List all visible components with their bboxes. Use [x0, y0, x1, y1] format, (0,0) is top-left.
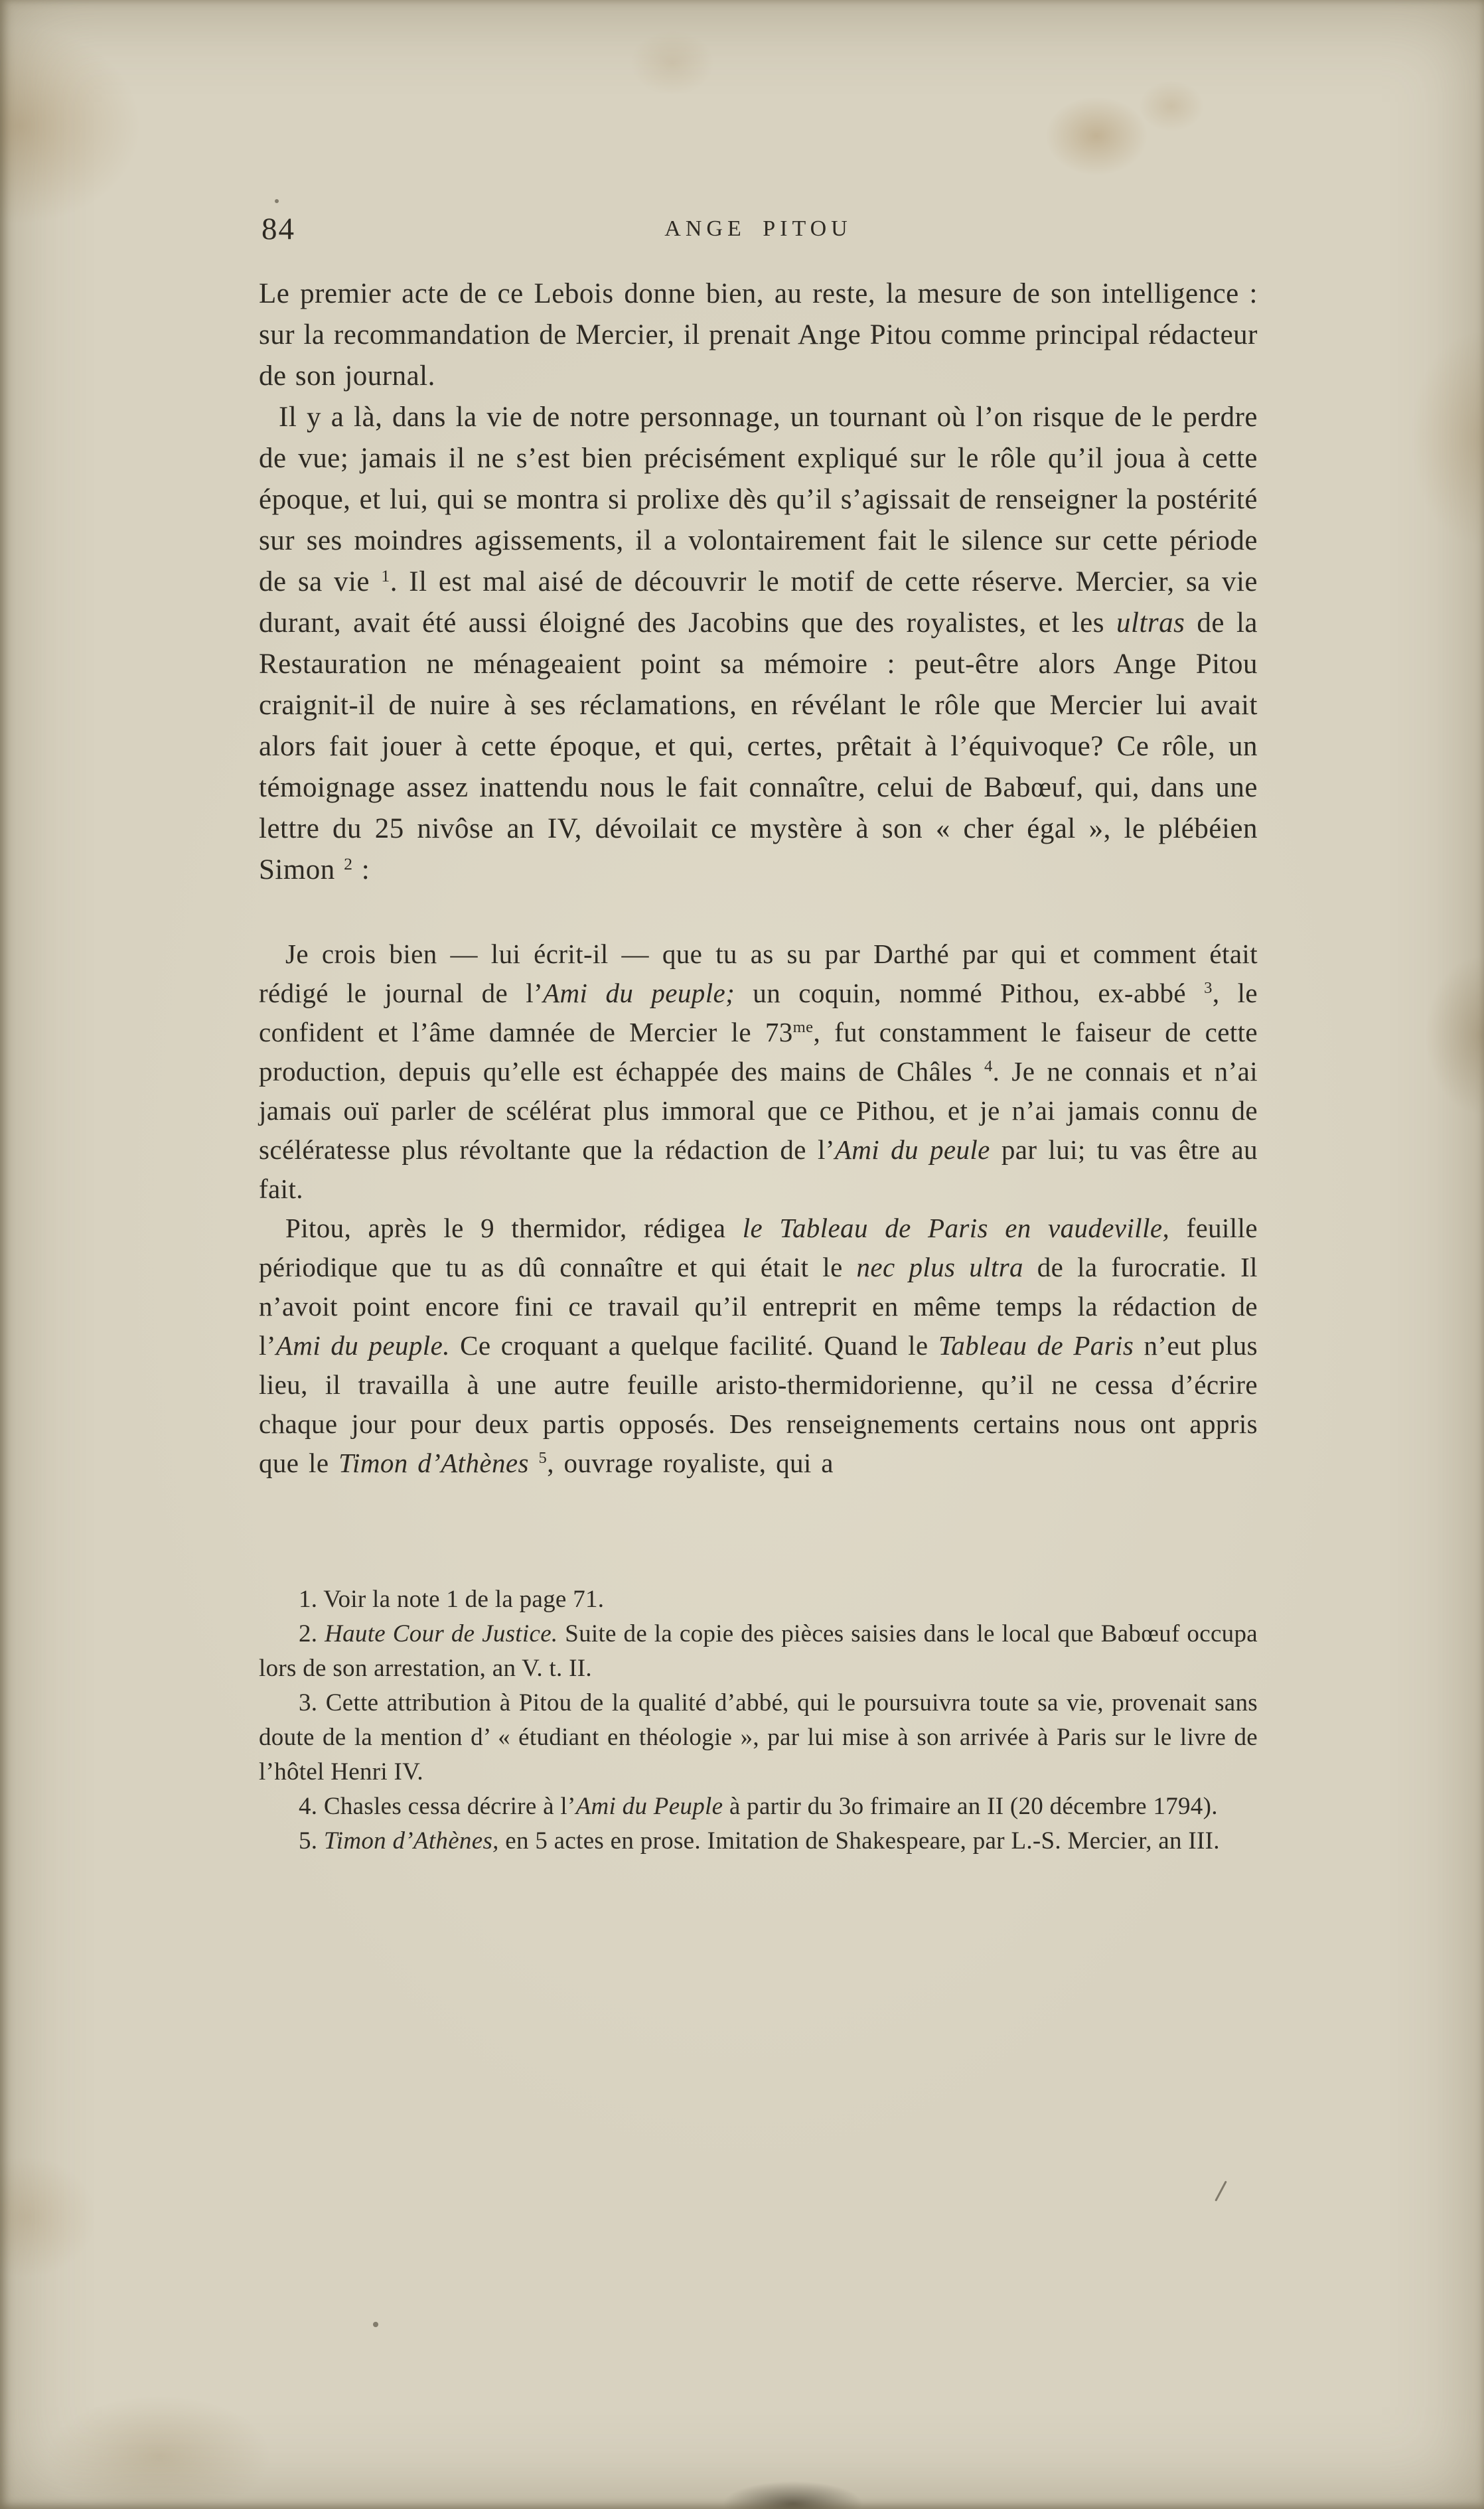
text-segment: Je crois bien — lui écrit-il — que tu as su par Darthé par qui et comment était rédigé le journal de l’ — [259, 939, 1258, 1008]
text-segment: , fut constamment le faiseur de cette production, depuis qu’elle est échappée des mains de Châles — [259, 1017, 1258, 1087]
footnote — [259, 1686, 1258, 1789]
page-header — [259, 211, 1258, 258]
quote-paragraphs — [259, 935, 1258, 1483]
quote-paragraph — [259, 1209, 1258, 1483]
text-segment: Le premier acte de ce Lebois donne bien, au reste, la mesure de son intelligence : sur la recommandation de Mercier, il prenait Ange Pitou comme principal rédacteur de son journal. — [259, 278, 1258, 392]
footnote — [259, 1617, 1258, 1686]
footnote-ref: 2 — [344, 854, 353, 874]
footnote — [259, 1824, 1258, 1859]
paper-speck — [373, 2322, 378, 2327]
paper-speck — [275, 199, 279, 203]
text-segment: . Je ne connais et n’ai jamais ouï parler de scélérat plus immoral que ce Pithou, et je n’ai jamais connu de scélératesse plus révoltante que la rédaction de l’ — [259, 1056, 1258, 1165]
text-segment: Ami du Peuple — [575, 1793, 723, 1820]
quote-paragraph — [259, 935, 1258, 1209]
text-segment: 3. Cette attribution à Pitou de la qualité d’abbé, qui le poursuivra toute sa vie, provenait sans doute de la mention d’ « étudiant en théologie », par lui mise à son arrivée à Paris sur le livre de l’hôtel Henri IV. — [259, 1689, 1258, 1786]
footnote-ref: 5 — [538, 1449, 548, 1467]
text-segment: 1. Voir la note 1 de la page 71. — [299, 1586, 605, 1613]
text-segment: Il y a là, dans la vie de notre personnage, un tournant où l’on risque de le perdre de vue; jamais il ne s’est bien précisément expliqué sur le rôle qu’il joua à cette époque, et lui, qui se montra si prolixe dès qu’il s’agissait de renseigner la postérité sur ses moindres agissements, il a volontairement fait le silence sur cette période de sa vie — [259, 402, 1258, 597]
pen-mark — [1215, 2180, 1227, 2201]
text-segment: nec plus ultra — [856, 1252, 1023, 1282]
text-segment: 5. — [299, 1827, 324, 1855]
running-title: ANGE PITOU — [664, 216, 852, 241]
text-segment: Ami du peuple. — [275, 1330, 450, 1361]
text-segment: Ce croquant a quelque facilité. Quand le — [449, 1330, 938, 1361]
text-block — [259, 211, 1258, 1859]
text-segment: 4. Chasles cessa décrire à l’ — [299, 1793, 576, 1820]
text-segment: de la Restauration ne ménageaient point sa mémoire : peut-être alors Ange Pitou craignit-il de nuire à ses réclamations, en révélant le rôle que Mercier lui avait alors fait jouer à cette époque, et qui, certes, prêtait à l’équivoque? Ce rôle, un témoignage assez inattendu nous le fait connaître, celui de Babœuf, qui, dans une lettre du 25 nivôse an IV, dévoilait ce mystère à son « cher égal », le plébéien Simon — [259, 607, 1258, 885]
text-segment: n’eut plus lieu, il travailla à une autre feuille aristo-thermidorienne, qu’il ne cessa d’écrire chaque jour pour deux partis opposés. Des renseignements certains nous ont appris que le — [259, 1330, 1258, 1478]
text-segment: Tableau de Paris — [938, 1330, 1134, 1361]
footnote-ref: 1 — [381, 566, 390, 585]
text-segment: . Il est mal aisé de découvrir le motif de cette réserve. Mercier, sa vie durant, avait été aussi éloigné des Jacobins que des royalistes, et les — [259, 566, 1258, 639]
text-segment: 2. — [299, 1620, 325, 1647]
text-segment: par lui; tu vas être au fait. — [259, 1134, 1258, 1204]
text-segment: en 5 actes en prose. Imitation de Shakespeare, par L.-S. Mercier, an III. — [498, 1827, 1220, 1855]
paragraph — [259, 397, 1258, 891]
text-segment: Timon d’Athènes, — [323, 1827, 499, 1855]
text-segment: ultras — [1116, 607, 1185, 639]
text-segment: : — [352, 854, 370, 885]
footnote — [259, 1582, 1258, 1617]
text-segment: , le confident et l’âme damnée de Mercier le 73 — [259, 978, 1258, 1047]
text-segment: un coquin, nommé Pithou, ex-abbé — [735, 978, 1205, 1008]
text-segment: le Tableau de Paris en vaudeville, — [742, 1213, 1170, 1243]
text-segment: Ami du peule — [834, 1134, 990, 1165]
page-number: 84 — [261, 212, 295, 246]
text-segment: Timon d’Athènes — [338, 1448, 529, 1478]
text-segment: , ouvrage royaliste, qui a — [547, 1448, 834, 1478]
text-segment: Suite de la copie des pièces saisies dans le local que Babœuf occupa lors de son arrestation, an V. t. II. — [259, 1620, 1258, 1682]
footnote-ref: 4 — [984, 1057, 993, 1075]
text-segment: Ami du peuple; — [543, 978, 735, 1008]
footnote-ref: me — [792, 1018, 814, 1036]
text-segment: Haute Cour de Justice. — [325, 1620, 558, 1647]
footnotes-block — [259, 1582, 1258, 1859]
footnote — [259, 1789, 1258, 1824]
paragraph — [259, 273, 1258, 397]
text-segment: feuille périodique que tu as dû connaître et qui était le — [259, 1213, 1258, 1282]
footnote-ref: 3 — [1204, 979, 1213, 997]
body-paragraphs — [259, 273, 1258, 891]
text-segment: Pitou, après le 9 thermidor, rédigea — [285, 1213, 743, 1243]
text-segment: à partir du 3o frimaire an II (20 décembre 1794). — [723, 1793, 1218, 1820]
text-segment: de la furocratie. Il n’avoit point encore fini ce travail qu’il entreprit en même temps la rédaction de l’ — [259, 1252, 1258, 1361]
text-segment — [529, 1448, 539, 1478]
